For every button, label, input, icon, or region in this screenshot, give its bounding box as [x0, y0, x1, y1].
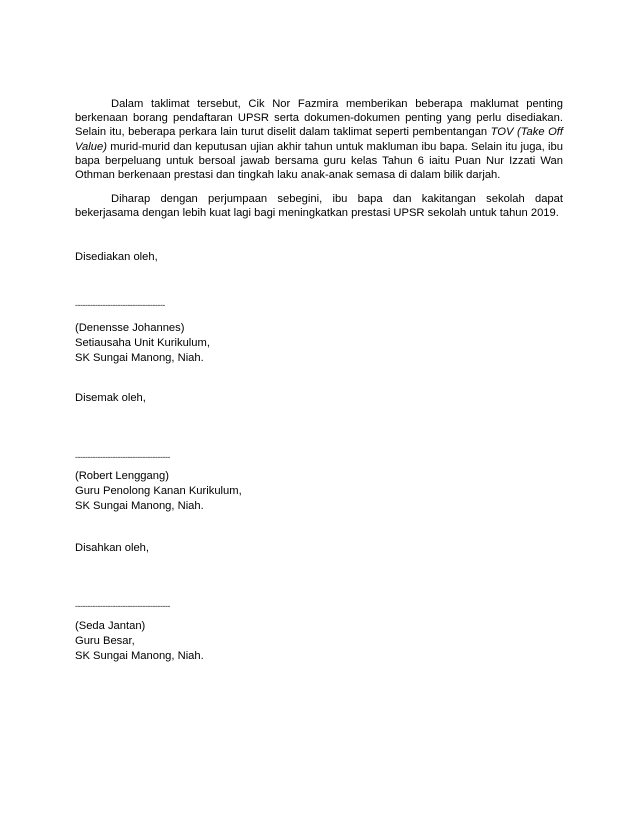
- signature-name-reviewed: (Robert Lenggang): [75, 470, 169, 482]
- paragraph-2-text: Diharap dengan perjumpaan sebegini, ibu bapa dan kakitangan sekolah dapat bekerjasama dengan lebih kuat lagi bagi meningkatkan prestasi UPSR sekolah untuk tahun 2019.: [75, 193, 563, 220]
- document-page: [75, 97, 563, 221]
- signature-line-approved: --------------------------------------: [75, 601, 170, 611]
- signature-name-prepared: (Denensse Johannes): [75, 322, 185, 334]
- signature-block-approved: [75, 541, 375, 662]
- paragraph-briefing: [75, 97, 563, 182]
- signature-label-approved: Disahkan oleh,: [75, 542, 150, 554]
- signature-line-reviewed: --------------------------------------: [75, 452, 170, 462]
- signature-block-prepared: [75, 250, 375, 364]
- paragraph-1-italic-tov: TOV (Take Off Value): [75, 126, 564, 153]
- paragraph-1-text-a: Dalam taklimat tersebut, Cik Nor Fazmira memberikan beberapa maklumat penting berkenaan borang pendaftaran UPSR serta dokumen-dokumen penting yang perlu disediakan. Selain itu, beberapa perkara lain turut diselit dalam taklimat seperti pembentangan: [75, 98, 563, 139]
- signature-label-prepared: Disediakan oleh,: [75, 251, 158, 263]
- signature-position-approved: Guru Besar,: [75, 635, 135, 647]
- signature-block-reviewed: [75, 391, 375, 512]
- signature-position-prepared: Setiausaha Unit Kurikulum,: [75, 337, 210, 349]
- paragraph-1-text-b: murid-murid dan keputusan ujian akhir tahun untuk makluman ibu bapa. Selain itu juga, ibu bapa berpeluang untuk bersoal jawab bersama guru kelas Tahun 6 iaitu Puan Nur Izzati Wan Othman berkenaan prestasi dan tingkah laku anak-anak semasa di dalam bilik darjah.: [75, 140, 563, 182]
- signature-school-approved: SK Sungai Manong, Niah.: [75, 650, 204, 662]
- paragraph-closing: [75, 192, 563, 220]
- signature-name-approved: (Seda Jantan): [75, 620, 146, 632]
- signature-label-reviewed: Disemak oleh,: [75, 392, 146, 404]
- signature-school-reviewed: SK Sungai Manong, Niah.: [75, 500, 204, 512]
- signature-school-prepared: SK Sungai Manong, Niah.: [75, 352, 204, 364]
- signature-position-reviewed: Guru Penolong Kanan Kurikulum,: [75, 485, 242, 497]
- signature-line-prepared: ------------------------------------: [75, 300, 165, 310]
